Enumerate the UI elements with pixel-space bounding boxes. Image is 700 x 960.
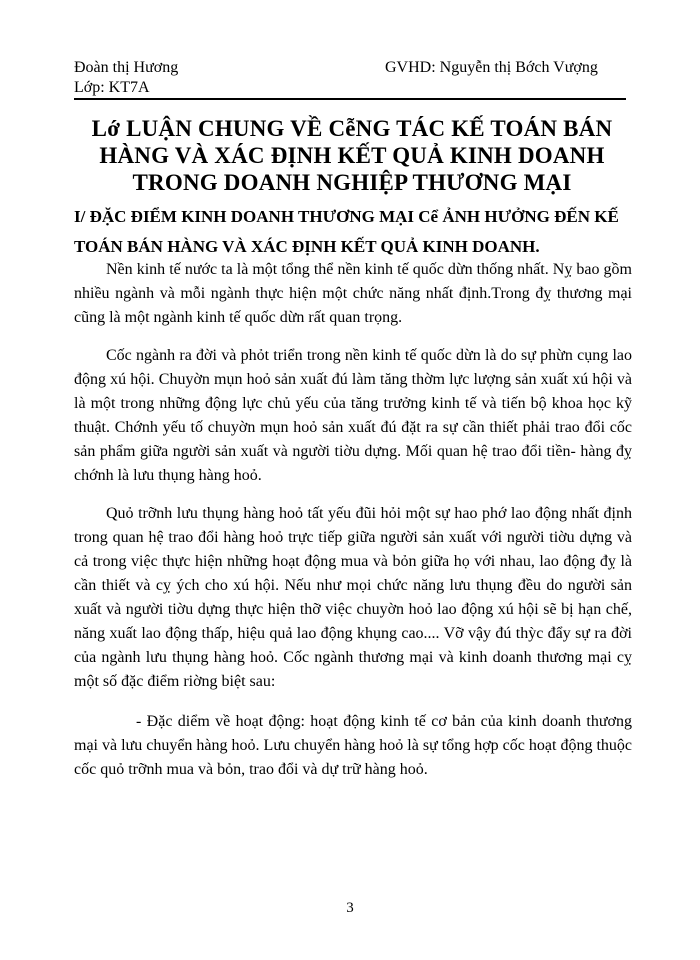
advisor-name: GVHD: Nguyễn thị Bớch Vượng (385, 59, 598, 76)
paragraph: Cốc ngành ra đời và phỏt triển trong nền kinh tế quốc dừn là do sự phừn cụng lao động xú hội. Chuyờn mụn hoỏ sản xuất đú làm tăng thờm lực lượng sản xuất xú hội và là một trong những động lực chủ yếu của tăng trưởng kinh tế và tiến bộ khoa học kỹ thuật. Chớnh yếu tố chuyờn mụn hoỏ sản xuất đú đặt ra sự cần thiết phải trao đổi cốc sản phẩm giữa người sản xuất và người tiờu dựng. Mối quan hệ trao đổi tiền- hàng đỵ chớnh là lưu thụng hàng hoỏ. (74, 347, 632, 484)
body-text (74, 258, 632, 796)
paragraph: Quỏ trỡnh lưu thụng hàng hoỏ tất yếu đũi hỏi một sự hao phớ lao động nhất định trong quan hệ trao đổi hàng hoỏ trực tiếp giữa người sản xuất với người tiờu dựng và cả trong việc thực hiện những hoạt động mua và bỏn giữa họ với nhau, lao động đỵ là cần thiết và cỵ ých cho xú hội. Nếu như mọi chức năng lưu thụng đều do người sản xuất và người tiờu dựng thực hiện thỡ việc chuyờn hoỏ lao động xú hội sẽ bị hạn chế, năng xuất lao động thấp, hiệu quả lao động khụng cao.... Vỡ vậy đú thỳc đẩy sự ra đời của ngành lưu thụng hàng hoỏ. Cốc ngành thương mại và kinh doanh thương mại cỵ một số đặc điểm riờng biệt sau: (74, 505, 632, 690)
page-header-left (74, 58, 178, 98)
chapter-title: Lớ LUẬN CHUNG VỀ CễNG TÁC KẾ TOÁN BÁN HÀNG VÀ XÁC ĐỊNH KẾT QUẢ KINH DOANH TRONG DOANH NGHIỆP THƯƠNG MẠI (91, 116, 613, 195)
header-divider (74, 98, 626, 100)
page-number: 3 (346, 900, 354, 916)
bullet-paragraph: - Đặc diểm về hoạt động: hoạt động kinh tế cơ bản của kinh doanh thương mại và lưu chuyển hàng hoỏ. Lưu chuyển hàng hoỏ là sự tổng hợp cốc hoạt động thuộc cốc quỏ trỡnh mua và bỏn, trao đổi và dự trữ hàng hoỏ. (74, 713, 632, 778)
author-name: Đoàn thị Hương (74, 59, 179, 76)
class-label: Lớp: KT7A (74, 79, 150, 96)
section-heading: I/ ĐẶC ĐIỂM KINH DOANH THƯƠNG MẠI Cể ẢNH HƯỞNG ĐẾN KẾ TOÁN BÁN HÀNG VÀ XÁC ĐỊNH KẾT QUẢ KINH DOANH. (74, 207, 619, 256)
paragraph: Nền kinh tế nước ta là một tổng thể nền kinh tế quốc dừn thống nhất. Nỵ bao gồm nhiều ngành và mỗi ngành thực hiện một chức năng nhất định.Trong đỵ thương mại cũng là một ngành kinh tế quốc dừn rất quan trọng. (74, 261, 632, 326)
